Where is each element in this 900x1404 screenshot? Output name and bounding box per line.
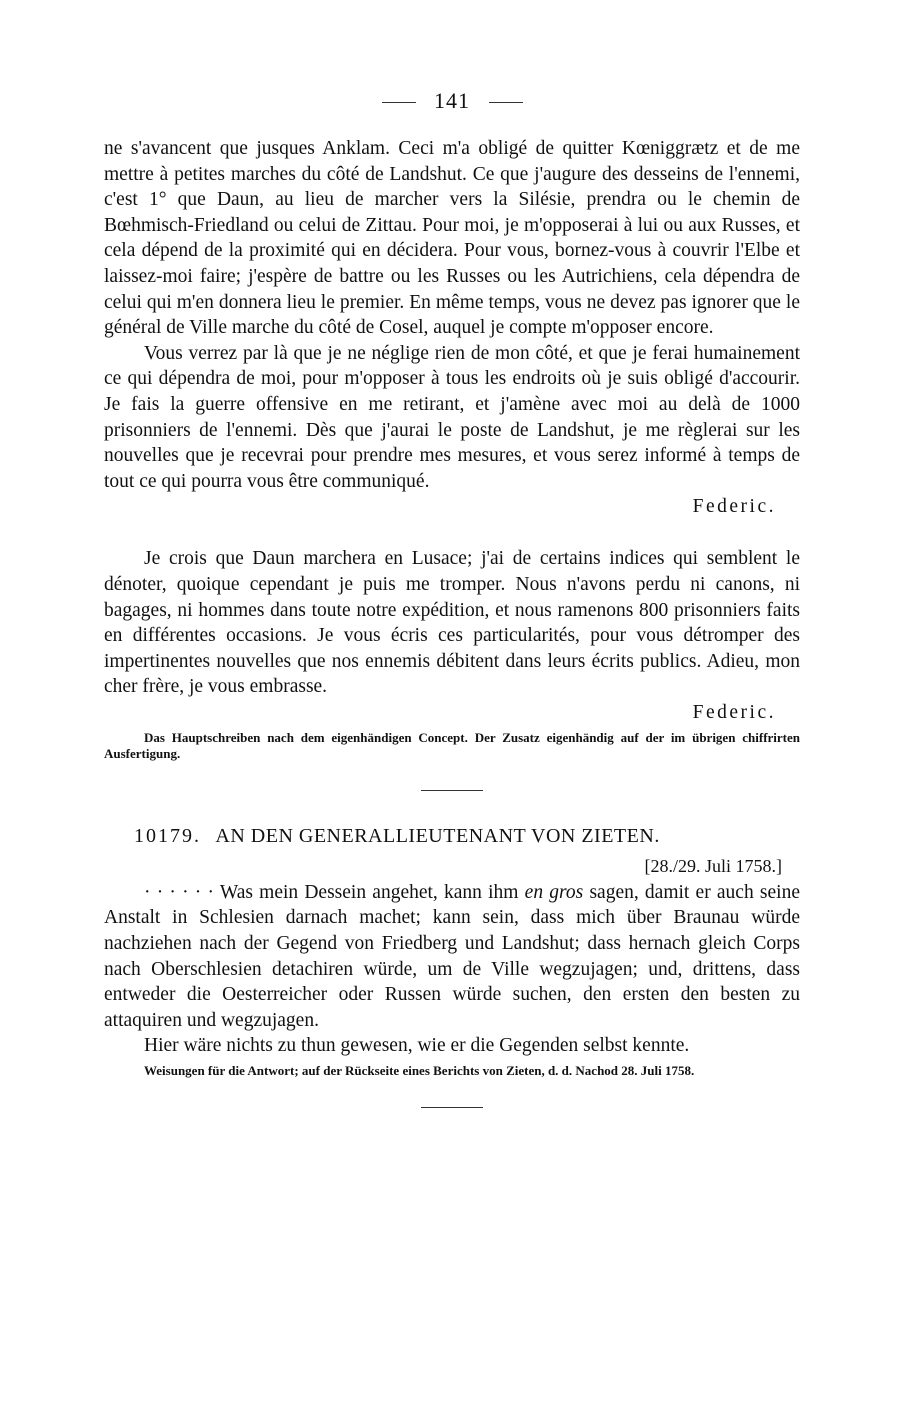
header-dash-right [489,102,523,103]
page [104,88,800,1108]
section-divider-2 [421,1107,483,1108]
signature-1: Federic. [692,496,776,518]
spacer [104,520,800,546]
letter-paragraph-1: ne s'avancent que jusques Anklam. Ceci m'a obligé de quitter Kœniggrætz et de me mettre à petites marches du côté de Landshut. Ce que j'augure des desseins de l'ennemi, c'est 1° que Daun, au lieu de marcher vers la Silésie, prendra ou le chemin de Bœhmisch-Friedland ou celui de Zittau. Pour moi, je m'opposerai à lui ou aux Russes, et cela dépend de la proximité qui en décidera. Pour vous, bornez-vous à couvrir l'Elbe et laissez-moi faire; j'espère de battre ou les Russes ou les Autrichiens, cela dépendra de celui qui m'en donnera lieu le premier. En même temps, vous ne devez pas ignorer que le général de Ville marche du côté de Cosel, auquel je compte m'opposer encore. [104,138,800,339]
letter-paragraph-2: Vous verrez par là que je ne néglige rien de mon côté, et que je ferai humainement ce qui dépendra de moi, pour m'opposer à tous les endroits où je suis obligé d'accourir. Je fais la guerre offensive en me retirant, et j'amène avec moi au delà de 1000 prisonniers de l'ennemi. Dès que j'aurai le poste de Landshut, je me règlerai sur les nouvelles que je recevrai pour prendre mes mesures, et vous serez informé à temps de tout ce qui pourra vous être communiqué. [104,342,800,492]
page-header [104,88,800,114]
header-dash-left [382,102,416,103]
signature-2: Federic. [692,701,776,723]
document-number: 10179. [134,824,201,847]
document-paragraph-1 [104,880,800,1034]
omission-dots: · · · · · · [144,881,220,903]
section-divider-1 [421,790,483,791]
document-paragraph-2: Hier wäre nichts zu thun gewesen, wie er die Gegenden selbst kennte. [144,1035,690,1057]
body-text-rest: sagen, damit er auch seine Anstalt in Schlesien darnach machet; kann sein, dass mich über Braunau würde nachziehen nach der Gegend von Friedberg und Landshut; dass hernach gleich Corps nach Oberschlesien detachiren würde, um de Ville wegzujagen; und, drittens, dass entweder die Oesterreicher oder Russen würde suchen, den ersten den besten zu attaquiren und wegzujagen. [104,881,800,1031]
body-text-start: Was mein Dessein angehet, kann ihm [219,881,525,903]
editorial-note-2: Weisungen für die Antwort; auf der Rückseite eines Berichts von Zieten, d. d. Nachod 28. Juli 1758. [144,1063,695,1079]
document-title: AN DEN GENERALLIEUTENANT VON ZIETEN. [215,824,660,847]
postscript-paragraph: Je crois que Daun marchera en Lusace; j'ai de certains indices qui semblent le dénoter, quoique cependant je puis me tromper. Nous n'avons perdu ni canons, ni bagages, ni hommes dans toute notre expédition, et nous ramenons 800 prisonniers faits en différentes occasions. Je vous écris ces particularités, pour vous détromper des impertinentes nouvelles que nos ennemis débitent dans leurs écrits publics. Adieu, mon cher frère, je vous embrasse. [104,548,800,698]
body-text-italic: en gros [524,881,584,903]
editorial-note-1: Das Hauptschreiben nach dem eigenhändigen Concept. Der Zusatz eigenhändig auf der im übrigen chiffrirten Ausfertigung. [104,729,800,761]
document-heading [134,825,800,848]
document-date: [28./29. Juli 1758.] [644,855,782,876]
page-number: 141 [434,88,470,113]
